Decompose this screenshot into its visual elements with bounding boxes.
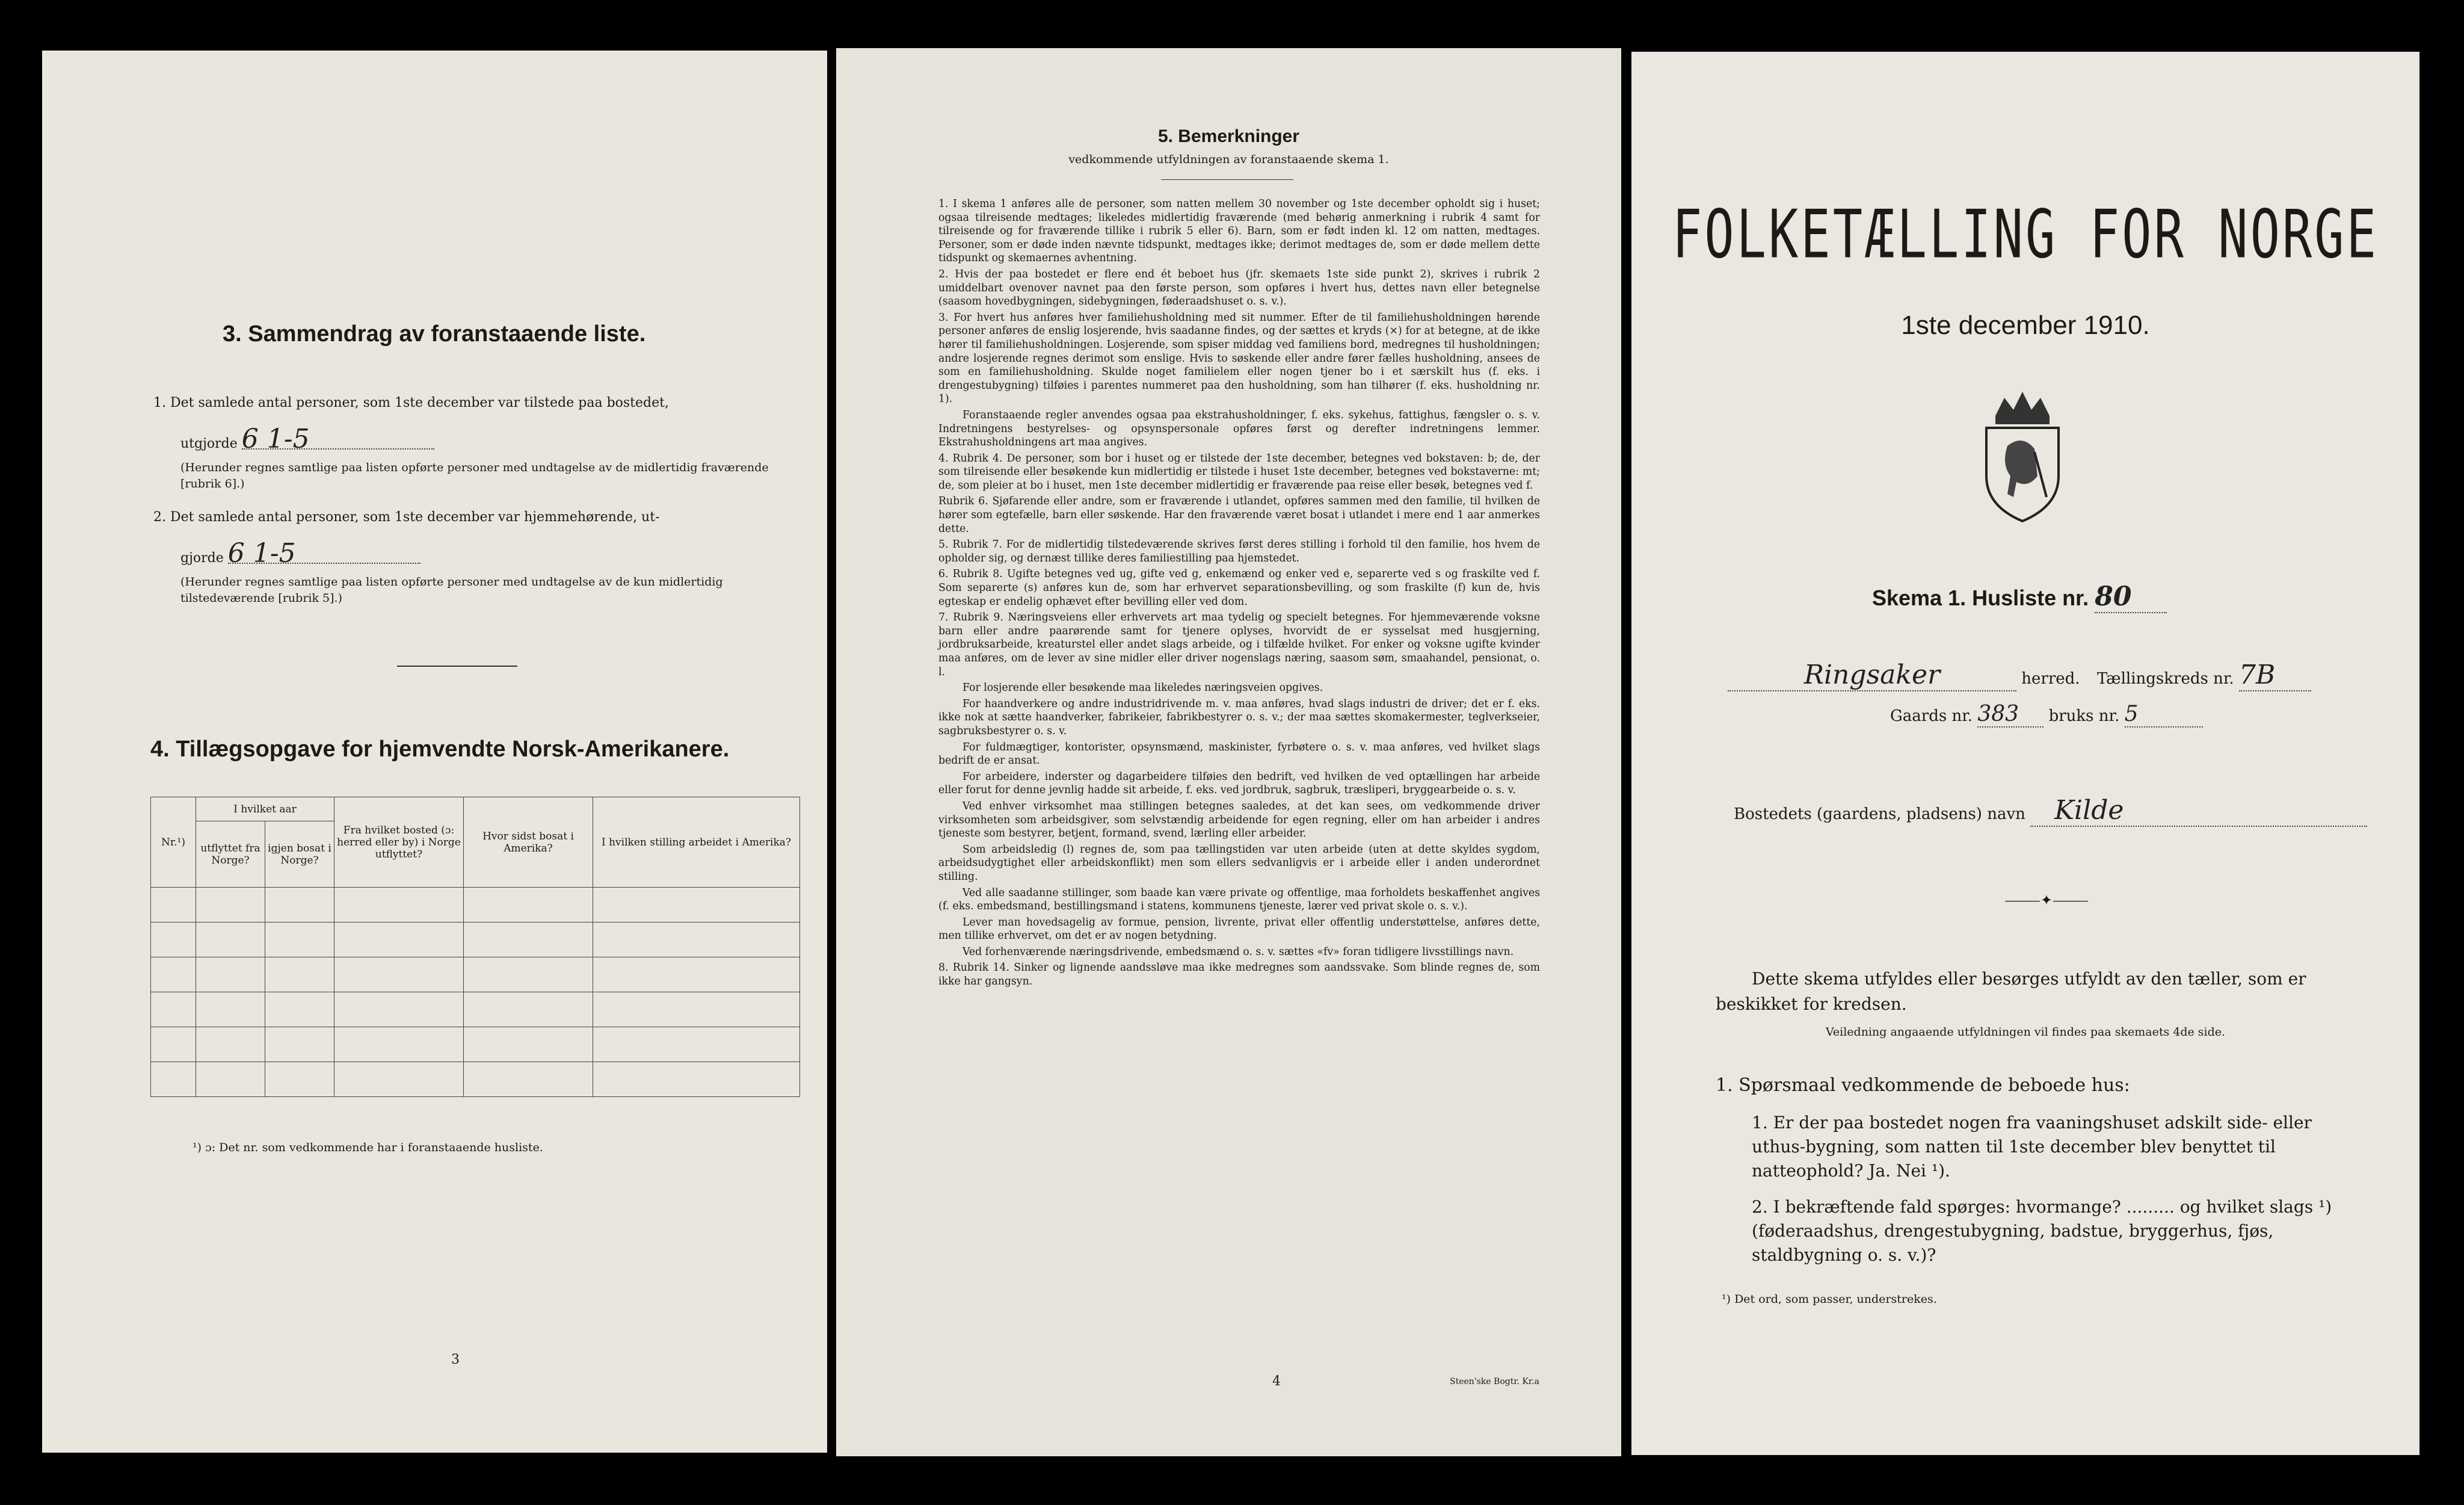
right-footnote: ¹) Det ord, som passer, understrekes. xyxy=(1722,1293,1937,1306)
item1-text: 1. Det samlede antal personer, som 1ste december var tilstede paa bostedet, xyxy=(153,395,669,410)
col-igjen: igjen bosat i Norge? xyxy=(265,821,334,888)
note-item: Rubrik 6. Sjøfarende eller andre, som er fraværende i utlandet, opføres sammen med den familie, til hvilken de hører som egtefælle, barn eller søskende. Har den fraværende været bosat i utlandet i mere end 1 aar anmerkes dette. xyxy=(938,495,1540,535)
note-item: 4. Rubrik 4. De personer, som bor i huset og er tilstede der 1ste december, betegnes ved bokstaven: b; de, der som tilreisende eller besøkende kun midlertidig er tilstede i huset 1ste december, betegnes ved bokstaverne: mt; de, som pleier at bo i huset, men 1ste december midlertidig er fraværende paa reise eller besøk, betegnes ved f. xyxy=(938,452,1540,492)
item2-label: gjorde xyxy=(180,551,224,566)
note-item: Lever man hovedsagelig av formue, pension, livrente, privat eller offentlig understøttelse, anføres dette, men tillike erhvervet, om det er av nogen betydning. xyxy=(938,916,1540,942)
middle-page xyxy=(836,48,1621,1456)
census-date: 1ste december 1910. xyxy=(1901,311,2150,340)
col-group-aar: I hvilket aar xyxy=(196,797,334,821)
bemerkninger-subtitle: vedkommende utfyldningen av foranstaaende skema 1. xyxy=(1068,153,1389,166)
bruks-value: 5 xyxy=(2125,702,2203,728)
item1-value: 6 1-5 xyxy=(242,430,434,450)
note-item: 5. Rubrik 7. For de midlertidig tilstedeværende skrives først deres stilling i forhold til den familie, hos hvem de opholder sig, og dernæst tillike deres familiestilling paa hjemstedet. xyxy=(938,539,1540,564)
question-1: 1. Er der paa bostedet nogen fra vaaningshuset adskilt side- eller uthus-bygning, som natten til 1ste december blev benyttet til natteophold? Ja. Nei ¹). xyxy=(1752,1113,2312,1181)
questions-title: 1. Spørsmaal vedkommende de beboede hus: xyxy=(1716,1075,2130,1096)
note-item: 7. Rubrik 9. Næringsveiens eller erhvervets art maa tydelig og specielt betegnes. For hjemmeværende voksne barn eller andre paarørende samt for tjenere oplyses, hvorvidt de er sysselsat med husgjerning, jordbruksarbeide, kreaturstel eller andet slags arbeide, og i tilfælde hvilket. For enker og voksne ugifte kvinder maa anføres, om de lever av sine midler eller driver nogenslags næring, saasom søm, smaahandel, pensionat, o. l. xyxy=(938,611,1540,678)
col-stilling: I hvilken stilling arbeidet i Amerika? xyxy=(593,797,800,888)
note-item: For haandverkere og andre industridrivende m. v. maa anføres, hvad slags industri de driver; det er f. eks. ikke nok at sætte haandverker, fabrikeier, fabrikbestyrer o. s. v.; der maa sættes skomakermester, teglverkseier, sagbruksbestyrer o. s. v. xyxy=(938,697,1540,737)
section3-title: 3. Sammendrag av foranstaaende liste. xyxy=(223,321,646,347)
note-item: Ved alle saadanne stillinger, som baade kan være private og offentlige, maa forholdets beskaffenhet angives (f. eks. embedsmand, bestillingsmand i statens, kommunens tjeneste, lærer ved privat skole o. s. v.). xyxy=(938,886,1540,913)
bosted-label: Bostedets (gaardens, pladsens) navn xyxy=(1734,805,2025,823)
item1-note: (Herunder regnes samtlige paa listen opførte personer med undtagelse av de midlertidig fraværende [rubrik 6].) xyxy=(180,461,769,490)
table-row xyxy=(151,992,800,1027)
note-item: For losjerende eller besøkende maa likeledes næringsveien opgives. xyxy=(962,682,1323,694)
husliste-number: 80 xyxy=(2095,581,2167,613)
note-item: Ved forhenværende næringsdrivende, embedsmænd o. s. v. sættes «fv» foran tidligere livsstillings navn. xyxy=(962,945,1514,958)
left-footnote: ¹) ɔ: Det nr. som vedkommende har i foranstaaende husliste. xyxy=(192,1141,543,1154)
intro-text: Dette skema utfyldes eller besørges utfyldt av den tæller, som er beskikket for kredsen. xyxy=(1716,969,2306,1014)
col-nr: Nr.¹) xyxy=(151,797,196,888)
col-utflyttet: utflyttet fra Norge? xyxy=(196,821,265,888)
note-item: 1. I skema 1 anføres alle de personer, som natten mellem 30 november og 1ste december opholdt sig i huset; ogsaa tilreisende medtages; likeledes midlertidig fraværende (med behørig anmerkning i rubrik 4 samt for tilreisende og for fraværende tillike i rubrik 5 eller 6). Barn, som er født inden kl. 12 om natten, medtages. Personer, som er døde inden nævnte tidspunkt, medtages ikke; derimot medtages de, som er døde mellem dette tidspunkt og skemaernes avhentning. xyxy=(938,198,1540,265)
divider xyxy=(1161,179,1293,180)
item2-text: 2. Det samlede antal personer, som 1ste december var hjemmehørende, ut- xyxy=(153,510,660,525)
ornament-icon: ⸻✦⸻ xyxy=(2004,892,2089,909)
note-item: Ved enhver virksomhet maa stillingen betegnes saaledes, at det kan sees, om vedkommende driver virksomheten som arbeidsgiver, som selvstændig arbeidende for egen regning, eller om han arbeider i andres tjeneste som bestyrer, betjent, formand, svend, lærling eller arbeider. xyxy=(938,800,1540,840)
skema-label: Skema 1. Husliste nr. xyxy=(1872,586,2089,610)
kreds-label: Tællingskreds nr. xyxy=(2096,670,2234,688)
bemerkninger-title: 5. Bemerkninger xyxy=(1157,126,1300,146)
notes-list xyxy=(938,197,1540,991)
bruks-label: bruks nr. xyxy=(2048,707,2120,725)
gaards-label: Gaards nr. xyxy=(1890,707,1973,725)
question-2: 2. I bekræftende fald spørges: hvormange? ......... og hvilket slags ¹) (føderaadshus, drengestubygning, badstue, bryggerhus, fjøs, staldbygning o. s. v.)? xyxy=(1752,1197,2332,1265)
herred-value: Ringsaker xyxy=(1728,660,2016,691)
bosted-value: Kilde xyxy=(2030,795,2367,827)
item2-value: 6 1-5 xyxy=(228,544,420,564)
note-item: Foranstaaende regler anvendes ogsaa paa ekstrahusholdninger, f. eks. sykehus, fattighus, fængsler o. s. v. Indretningens bestyrelses- og opsynspersonale opføres først og derefter indretningens lemmer. Ekstrahusholdningens art maa angives. xyxy=(938,409,1540,449)
herred-label: herred. xyxy=(2021,670,2080,688)
norsk-amerikanere-table xyxy=(150,797,800,1097)
item1-label: utgjorde xyxy=(180,436,238,451)
table-row xyxy=(151,1027,800,1062)
table-row xyxy=(151,922,800,957)
table-row xyxy=(151,1062,800,1097)
printer-mark: Steen'ske Bogtr. Kr.a xyxy=(1450,1377,1539,1386)
table-row xyxy=(151,957,800,992)
note-item: For arbeidere, inderster og dagarbeidere tilføies den bedrift, ved hvilken de ved optællingen har arbeide eller forut for denne jevnlig hadde sit arbeide, f. eks. ved jordbruk, sagbruk, træsliperi, bryggearbeide o. s. v. xyxy=(938,770,1540,797)
divider xyxy=(397,666,517,667)
note-item: For fuldmægtiger, kontorister, opsynsmænd, maskinister, fyrbøtere o. s. v. maa anføres, ved hvilket slags bedrift de er ansat. xyxy=(938,741,1540,767)
col-bosted: Fra hvilket bosted (ɔ: herred eller by) i Norge utflyttet? xyxy=(334,797,464,888)
table-row xyxy=(151,888,800,922)
gaards-value: 383 xyxy=(1977,702,2044,728)
intro-sub: Veiledning angaaende utfyldningen vil findes paa skemaets 4de side. xyxy=(1825,1025,2226,1039)
left-page xyxy=(42,51,827,1453)
kreds-value: 7B xyxy=(2239,660,2311,691)
page-number-4: 4 xyxy=(1272,1374,1281,1389)
main-title: FOLKETÆLLING FOR NORGE xyxy=(1672,196,2379,274)
note-item: 3. For hvert hus anføres hver familiehusholdning med sit nummer. Efter de til familiehusholdningen hørende personer anføres de enslig losjerende, hvis saadanne findes, og der sættes et kryds (×) for at betegne, at de ikke hører til familiehusholdningen. Losjerende, som spiser middag ved familiens bord, medregnes til husholdningen; andre losjerende regnes derimot som enslige. Hvis to søskende eller andre fører fælles husholdning, ansees de som en familiehusholdning. Skulde noget familielem eller nogen tjener bo i et særskilt hus (f. eks. i drengestubygning) tilføies i parentes nummeret paa den husholdning, som han tilhører (f. eks. husholdning nr. 1). xyxy=(938,311,1540,406)
item2-note: (Herunder regnes samtlige paa listen opførte personer med undtagelse av de kun midlertidig tilstedeværende [rubrik 5].) xyxy=(180,575,723,605)
note-item: 8. Rubrik 14. Sinker og lignende aandssløve maa ikke medregnes som aandssvake. Som blinde regnes de, som ikke har gangsyn. xyxy=(938,962,1540,988)
section4-title: 4. Tillægsopgave for hjemvendte Norsk-Amerikanere. xyxy=(150,737,730,762)
note-item: 6. Rubrik 8. Ugifte betegnes ved ug, gifte ved g, enkemænd og enker ved e, separerte ved s og fraskilte ved f. Som separerte (s) anføres kun de, som har erhvervet separationsbevilling, og som fraskilte (f) kun de, hvis egteskap er endelig ophævet efter bevilling eller ved dom. xyxy=(938,568,1540,608)
col-amerika: Hvor sidst bosat i Amerika? xyxy=(464,797,593,888)
right-page xyxy=(1631,52,2419,1455)
page-number-3: 3 xyxy=(451,1352,460,1367)
note-item: Som arbeidsledig (l) regnes de, som paa tællingstiden var uten arbeide (uten at dette skyldes sygdom, arbeidsudygtighet eller arbeidskonflikt) men som ellers sedvanligvis er i arbeide eller i anden underordnet stilling. xyxy=(938,843,1540,883)
coat-of-arms-icon xyxy=(1971,386,2074,524)
note-item: 2. Hvis der paa bostedet er flere end ét beboet hus (jfr. skemaets 1ste side punkt 2), skrives i rubrik 2 umiddelbart ovenover navnet paa den første person, som opføres i hvert hus, dettes navn eller betegnelse (saasom hovedbygningen, sidebygningen, føderaadshuset o. s. v.). xyxy=(938,268,1540,308)
